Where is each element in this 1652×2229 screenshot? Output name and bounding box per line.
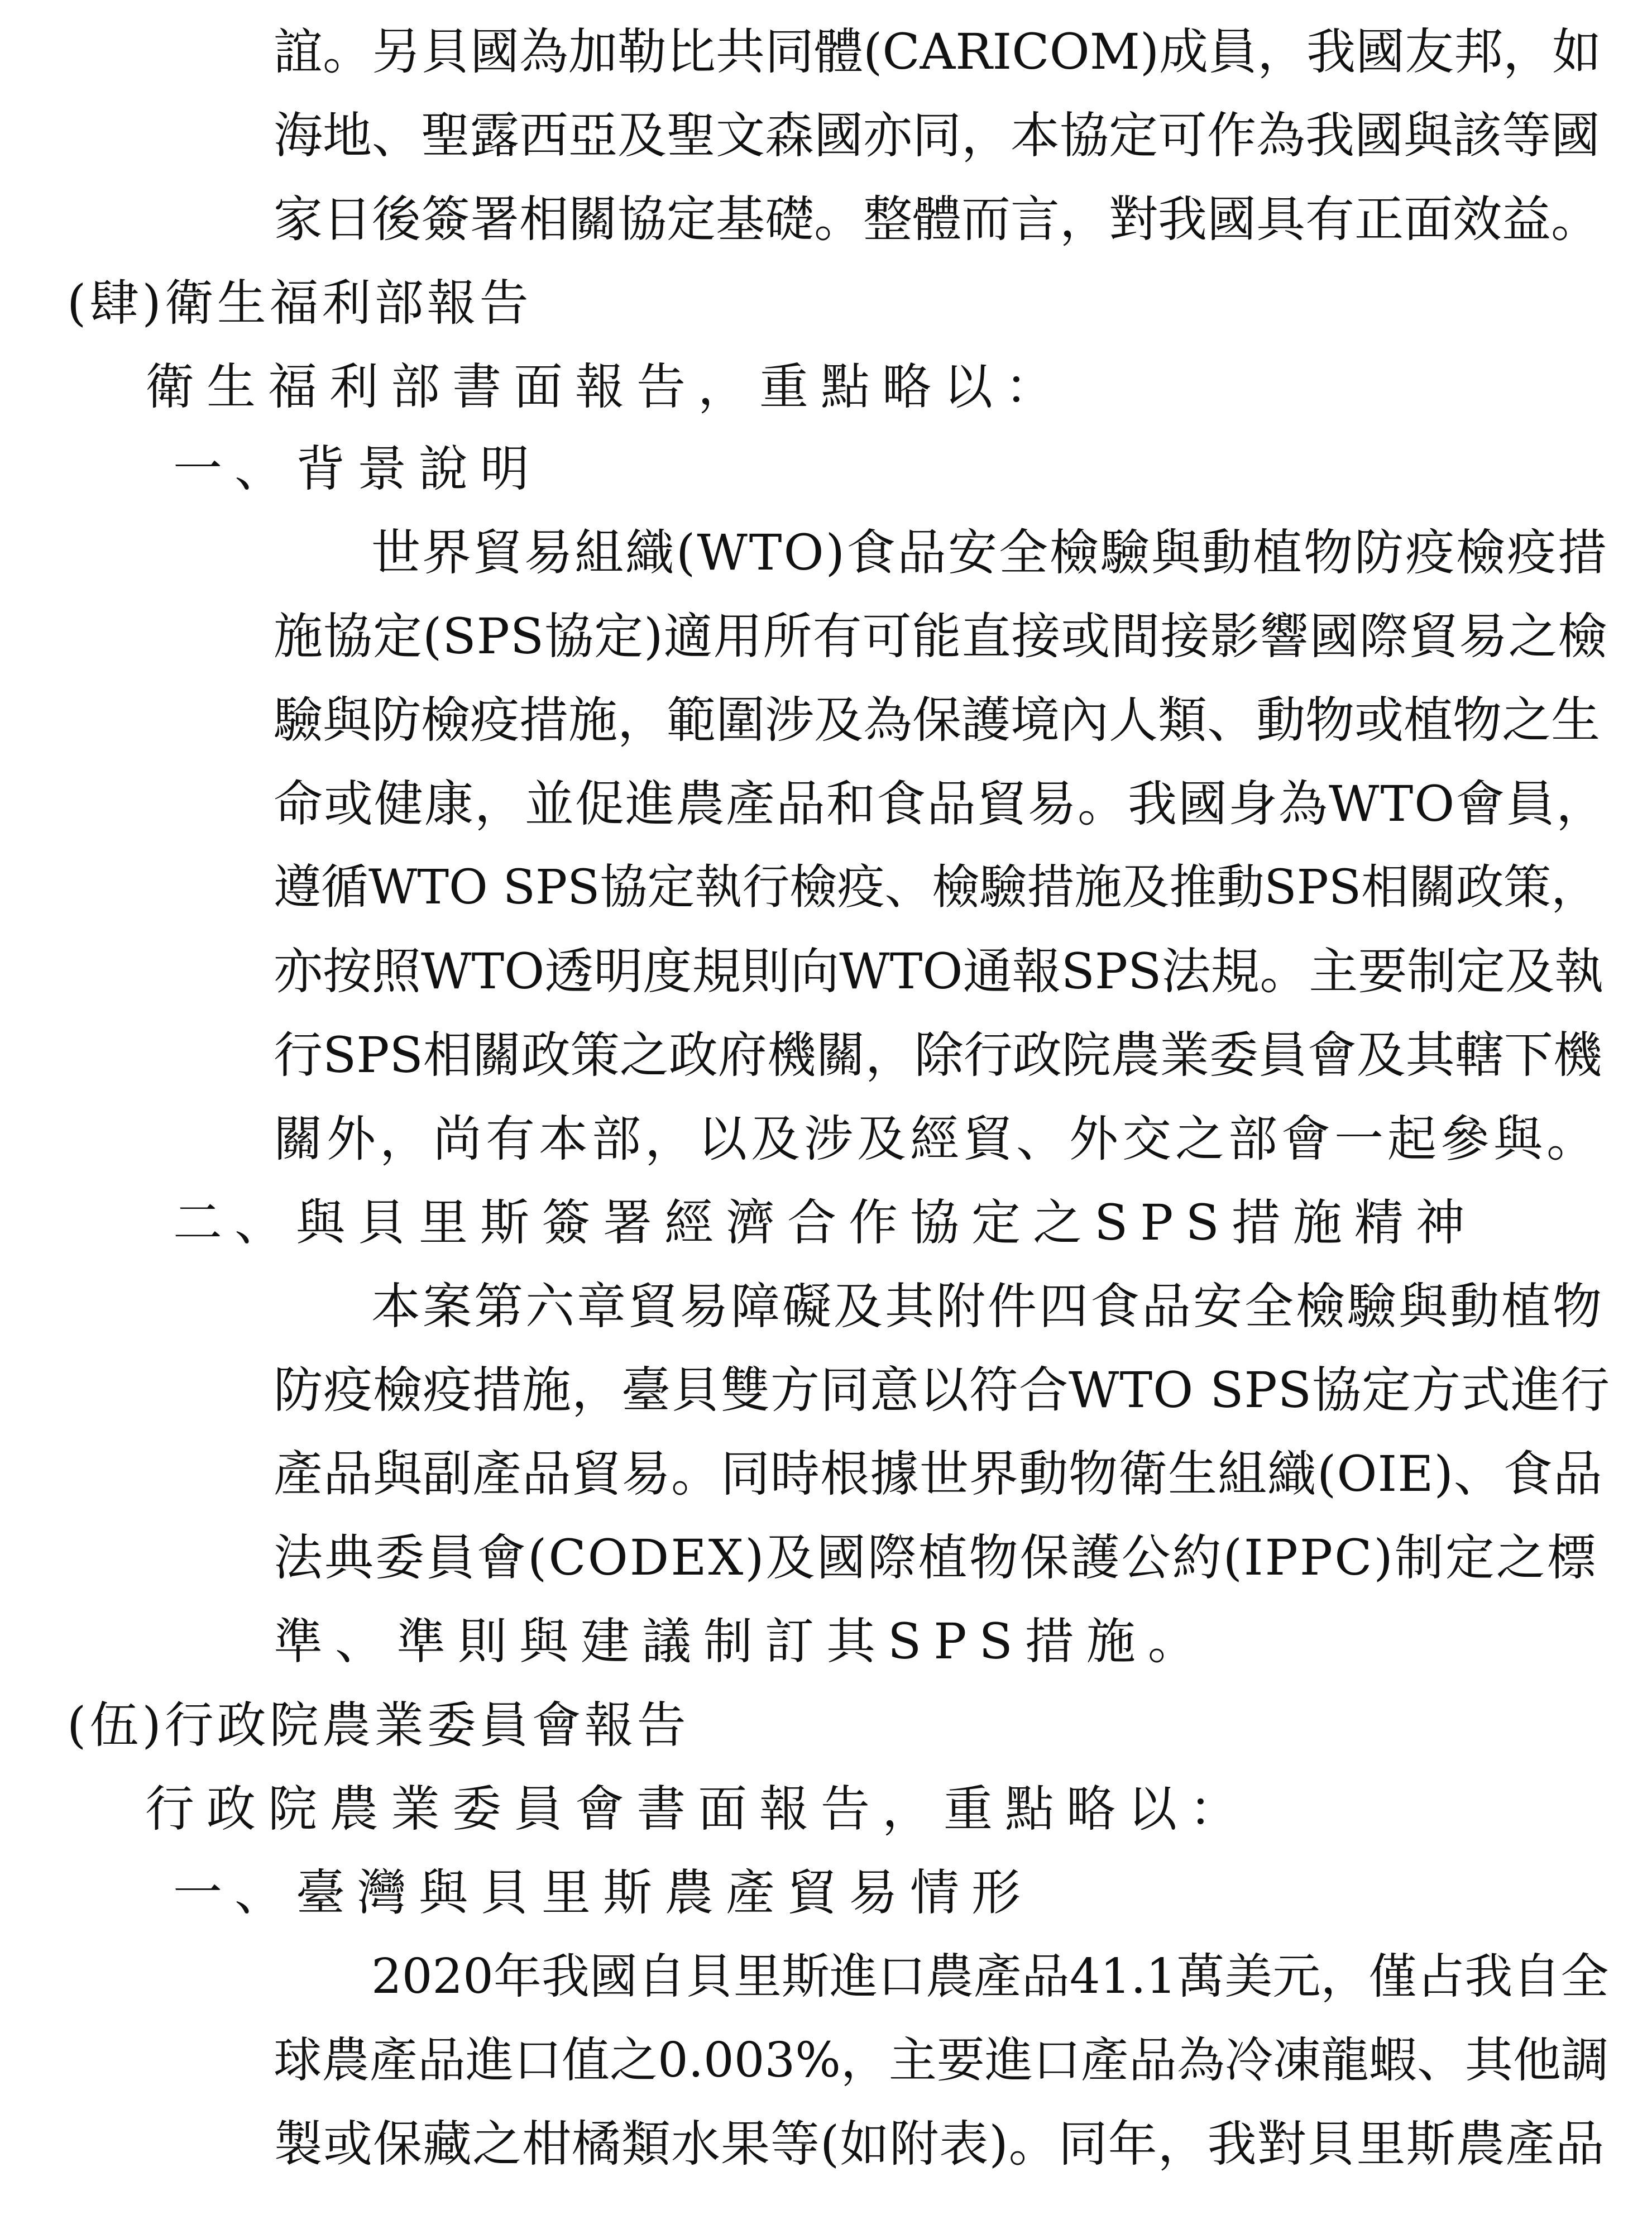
paragraph-line: 海地、聖露西亞及聖文森國亦同，本協定可作為我國與該等國 xyxy=(274,107,1601,164)
subsection-heading: 一、臺灣與貝里斯農產貿易情形 xyxy=(173,1864,1033,1921)
paragraph-line: 命或健康，並促進農產品和食品貿易。我國身為WTO會員， xyxy=(274,775,1607,833)
subsection-heading: 一、背景說明 xyxy=(173,440,542,498)
paragraph-line: 關外，尚有本部，以及涉及經貿、外交之部會一起參與。 xyxy=(274,1110,1600,1168)
paragraph-line: 遵循WTO SPS協定執行檢疫、檢驗措施及推動SPS相關政策， xyxy=(274,860,1599,915)
paragraph-line: 世界貿易組織(WTO)食品安全檢驗與動植物防疫檢疫措 xyxy=(371,524,1608,581)
subsection-heading: 二、與貝里斯簽署經濟合作協定之SPS措施精神 xyxy=(173,1194,1477,1251)
paragraph-line: 本案第六章貿易障礙及其附件四食品安全檢驗與動植物 xyxy=(371,1278,1605,1335)
paragraph-line: 誼。另貝國為加勒比共同體(CARICOM)成員，我國友邦，如 xyxy=(274,23,1602,80)
section-heading: (伍)行政院農業委員會報告 xyxy=(67,1696,689,1754)
paragraph-line: 家日後簽署相關協定基礎。整體而言，對我國具有正面效益。 xyxy=(274,190,1601,248)
lead-sentence: 衛生福利部書面報告，重點略以： xyxy=(145,358,1067,415)
paragraph-line: 施協定(SPS協定)適用所有可能直接或間接影響國際貿易之檢 xyxy=(274,608,1608,665)
paragraph-line: 2020年我國自貝里斯進口農產品41.1萬美元，僅占我自全 xyxy=(371,1949,1609,2005)
paragraph-line: 製或保藏之柑橘類水果等(如附表)。同年，我對貝里斯農產品 xyxy=(274,2115,1605,2173)
section-heading: (肆)衛生福利部報告 xyxy=(67,274,532,332)
paragraph-line: 球農產品進口值之0.003%，主要進口產品為冷凍龍蝦、其他調 xyxy=(274,2032,1609,2088)
paragraph-line: 產品與副產品貿易。同時根據世界動物衛生組織(OIE)、食品 xyxy=(274,1445,1603,1503)
paragraph-line: 法典委員會(CODEX)及國際植物保護公約(IPPC)制定之標 xyxy=(274,1529,1598,1586)
paragraph-line: 驗與防檢疫措施，範圍涉及為保護境內人類、動物或植物之生 xyxy=(274,691,1601,749)
paragraph-line: 亦按照WTO透明度規則向WTO通報SPS法規。主要制定及執 xyxy=(274,943,1604,1000)
paragraph-line: 準、準則與建議制訂其SPS措施。 xyxy=(274,1613,1209,1670)
paragraph-line: 防疫檢疫措施，臺貝雙方同意以符合WTO SPS協定方式進行 xyxy=(274,1361,1611,1419)
lead-sentence: 行政院農業委員會書面報告，重點略以： xyxy=(145,1780,1251,1838)
paragraph-line: 行SPS相關政策之政府機關，除行政院農業委員會及其轄下機 xyxy=(274,1026,1602,1084)
